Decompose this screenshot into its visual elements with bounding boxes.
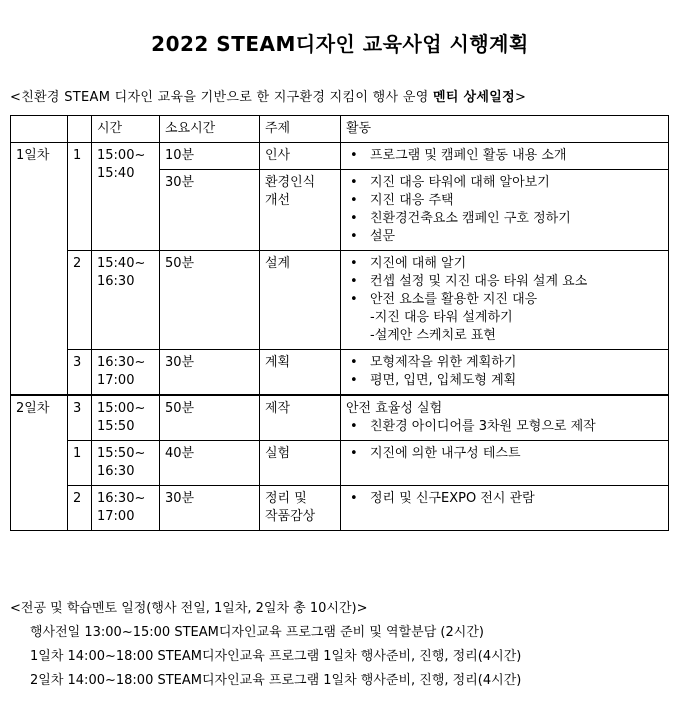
header-duration: 소요시간 — [160, 116, 260, 143]
table-row — [11, 395, 669, 441]
duration-cell: 50분 — [160, 395, 260, 441]
activity-item: • 평면, 입면, 입체도형 계획 — [346, 372, 664, 390]
activity-item: • 정리 및 신구EXPO 전시 관람 — [346, 490, 664, 508]
day-label: 2일차 — [11, 395, 68, 531]
subtitle-bold: 멘티 상세일정 — [432, 90, 515, 105]
session-number: 2 — [68, 251, 92, 350]
duration-cell: 30분 — [160, 486, 260, 531]
activity-item: • 지진에 의한 내구성 테스트 — [346, 445, 664, 463]
header-no — [68, 116, 92, 143]
topic-cell: 계획 — [260, 350, 341, 396]
schedule-body — [11, 143, 669, 531]
topic-cell: 정리 및 작품감상 — [260, 486, 341, 531]
table-row — [11, 486, 669, 531]
schedule-subtitle — [10, 86, 675, 105]
activity-cell — [341, 350, 669, 396]
header-time: 시간 — [92, 116, 160, 143]
activity-list — [346, 445, 664, 463]
activity-item: • 안전 요소를 활용한 지진 대응 — [346, 291, 664, 309]
topic-cell: 설계 — [260, 251, 341, 350]
session-number: 1 — [68, 441, 92, 486]
table-row — [11, 350, 669, 396]
activity-item: • 지진 대응 타워에 대해 알아보기 — [346, 174, 664, 192]
session-number: 3 — [68, 350, 92, 396]
session-number: 2 — [68, 486, 92, 531]
activity-list — [346, 255, 664, 345]
activity-cell — [341, 143, 669, 170]
page-title: 2022 STEAM디자인 교육사업 시행계획 — [151, 32, 529, 56]
activity-list — [346, 418, 664, 436]
session-number: 3 — [68, 395, 92, 441]
session-time: 15:50~ 16:30 — [92, 441, 160, 486]
session-time: 15:00~ 15:40 — [92, 143, 160, 251]
session-time: 15:00~ 15:50 — [92, 395, 160, 441]
activity-cell — [341, 170, 669, 251]
activity-cell — [341, 441, 669, 486]
activity-item: • 지진 대응 주택 — [346, 192, 664, 210]
header-day — [11, 116, 68, 143]
duration-cell: 50분 — [160, 251, 260, 350]
activity-cell — [341, 395, 669, 441]
activity-item: • 모형제작을 위한 계획하기 — [346, 354, 664, 372]
activity-cell — [341, 251, 669, 350]
session-time: 15:40~ 16:30 — [92, 251, 160, 350]
activity-list — [346, 174, 664, 246]
activity-subitem: -설계안 스케치로 표현 — [370, 328, 496, 343]
header-topic: 주제 — [260, 116, 341, 143]
duration-cell: 10분 — [160, 143, 260, 170]
activity-note: 안전 효율성 실험 — [346, 401, 443, 416]
activity-item: • 프로그램 및 캠페인 활동 내용 소개 — [346, 147, 664, 165]
topic-cell: 실험 — [260, 441, 341, 486]
session-time: 16:30~ 17:00 — [92, 486, 160, 531]
table-row — [11, 143, 669, 170]
activity-list — [346, 147, 664, 165]
subtitle-suffix: > — [514, 90, 527, 105]
topic-cell: 제작 — [260, 395, 341, 441]
mentor-schedule-heading: <전공 및 학습멘토 일정(행사 전일, 1일차, 2일차 총 10시간)> — [10, 601, 368, 616]
session-number: 1 — [68, 143, 92, 251]
duration-cell: 30분 — [160, 170, 260, 251]
activity-list — [346, 354, 664, 390]
activity-item: • 설문 — [346, 228, 664, 246]
header-activity: 활동 — [341, 116, 669, 143]
mentor-schedule-line: 2일차 14:00~18:00 STEAM디자인교육 프로그램 1일차 행사준비, 진행, 정리(4시간) — [30, 673, 522, 688]
activity-item: • 지진에 대해 알기 — [346, 255, 664, 273]
duration-cell: 40분 — [160, 441, 260, 486]
mentor-schedule-line: 행사전일 13:00~15:00 STEAM디자인교육 프로그램 준비 및 역할분담 (2시간) — [30, 625, 484, 640]
topic-cell: 인사 — [260, 143, 341, 170]
activity-list — [346, 490, 664, 508]
activity-item: • 컨셉 설정 및 지진 대응 타워 설계 요소 — [346, 273, 664, 291]
duration-cell: 30분 — [160, 350, 260, 396]
session-time: 16:30~ 17:00 — [92, 350, 160, 396]
schedule-table — [10, 115, 669, 531]
subtitle-prefix: <친환경 STEAM 디자인 교육을 기반으로 한 지구환경 지킴이 행사 운영 — [10, 90, 433, 105]
table-header-row — [11, 116, 669, 143]
table-row — [11, 441, 669, 486]
day-label: 1일차 — [11, 143, 68, 396]
table-row — [11, 251, 669, 350]
activity-subitem: -지진 대응 타워 설계하기 — [370, 310, 513, 325]
activity-cell — [341, 486, 669, 531]
topic-cell: 환경인식 개선 — [260, 170, 341, 251]
activity-item: • 친환경 아이디어를 3차원 모형으로 제작 — [346, 418, 664, 436]
mentor-schedule-line: 1일차 14:00~18:00 STEAM디자인교육 프로그램 1일차 행사준비, 진행, 정리(4시간) — [30, 649, 522, 664]
activity-item: • 친환경건축요소 캠페인 구호 정하기 — [346, 210, 664, 228]
mentor-schedule — [10, 597, 675, 693]
